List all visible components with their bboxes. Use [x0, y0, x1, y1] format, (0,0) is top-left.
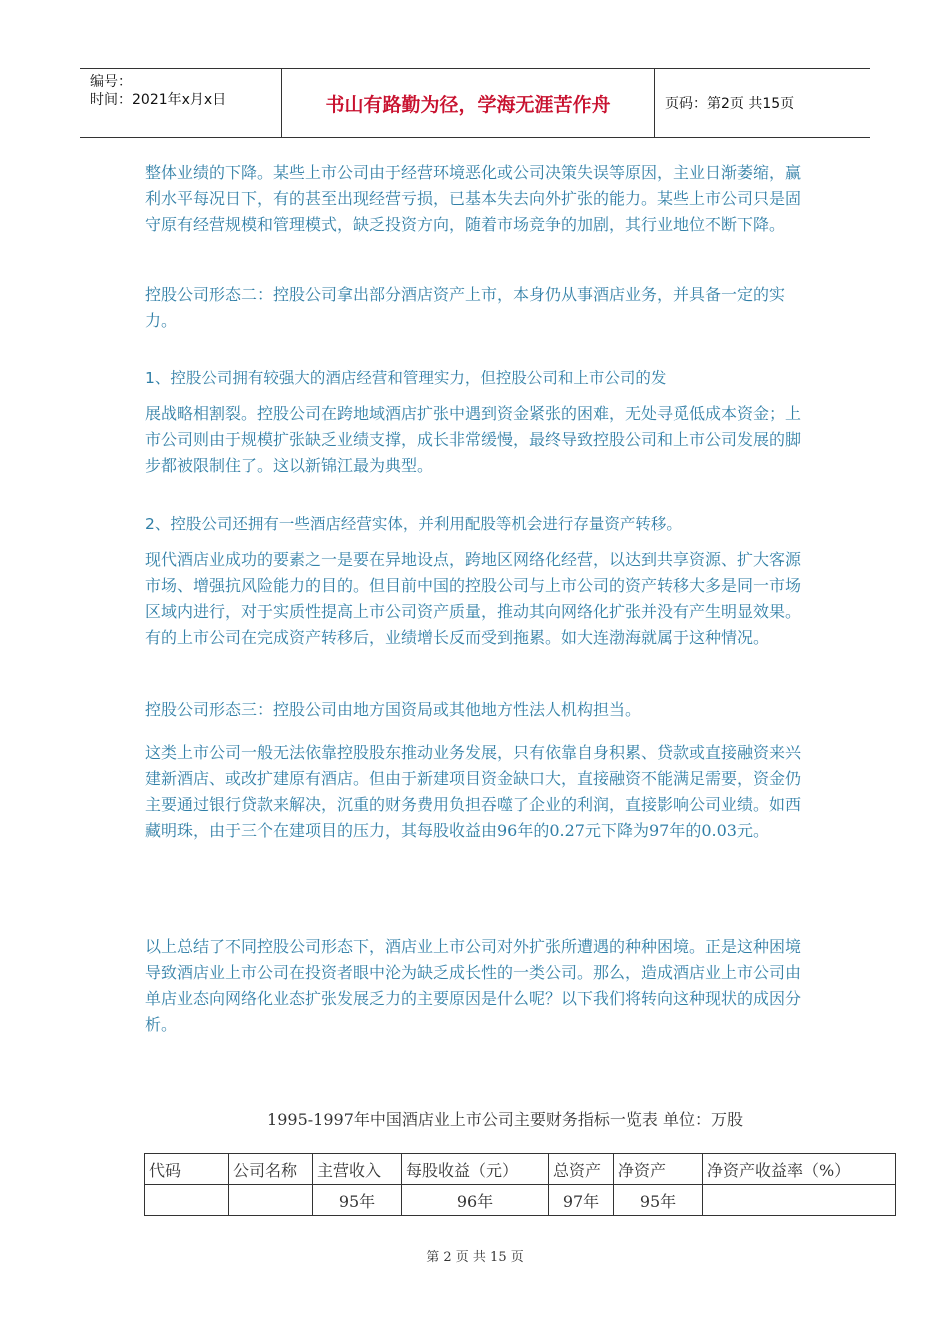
- financial-table: [144, 1153, 896, 1216]
- table-header-cell: 代码: [145, 1154, 229, 1185]
- table-subheader-row: [145, 1185, 896, 1216]
- table-cell: 95年: [313, 1185, 402, 1216]
- paragraph: 整体业绩的下降。某些上市公司由于经营环境恶化或公司决策失误等原因，主业日渐萎缩，赢利水平每况日下，有的甚至出现经营亏损，已基本失去向外扩张的能力。某些上市公司只是固守原有经营规模和管理模式，缺乏投资方向，随着市场竞争的加剧，其行业地位不断下降。: [145, 163, 802, 234]
- paragraph: 这类上市公司一般无法依靠控股股东推动业务发展，只有依靠自身积累、贷款或直接融资来兴建新酒店、或改扩建原有酒店。但由于新建项目资金缺口大，直接融资不能满足需要，资金仍主要通过银行贷款来解决，沉重的财务费用负担吞噬了企业的利润，直接影响公司业绩。如西藏明珠，由于三个在建项目的压力，其每股收益由96年的0.27元下降为97年的0.03元。: [145, 743, 802, 840]
- table-header-row: [145, 1154, 896, 1185]
- date-label: 时间：2021年x月x日: [90, 92, 227, 108]
- header-motto: 书山有路勤为径，学海无涯苦作舟: [325, 93, 611, 116]
- number-label: 编号：: [90, 74, 132, 90]
- header-meta: [90, 73, 226, 109]
- header-divider: [654, 69, 655, 137]
- table-header-cell: 总资产: [549, 1154, 614, 1185]
- table-cell: 96年: [402, 1185, 549, 1216]
- paragraph: 控股公司形态三：控股公司由地方国资局或其他地方性法人机构担当。: [145, 700, 642, 719]
- table-cell: 97年: [549, 1185, 614, 1216]
- paragraph: 以上总结了不同控股公司形态下，酒店业上市公司对外扩张所遭遇的种种困境。正是这种困境导致酒店业上市公司在投资者眼中沦为缺乏成长性的一类公司。那么，造成酒店业上市公司由单店业态向网络化业态扩张发展乏力的主要原因是什么呢？以下我们将转向这种现状的成因分析。: [145, 937, 802, 1034]
- table-header-cell: 主营收入: [313, 1154, 402, 1185]
- page-header: [80, 68, 870, 138]
- header-page-number: 页码：第2页 共15页: [665, 96, 795, 112]
- table-header-cell: 净资产收益率（%）: [703, 1154, 896, 1185]
- paragraph: 现代酒店业成功的要素之一是要在异地设点，跨地区网络化经营，以达到共享资源、扩大客源市场、增强抗风险能力的目的。但目前中国的控股公司与上市公司的资产转移大多是同一市场区域内进行，对于实质性提高上市公司资产质量，推动其向网络化扩张并没有产生明显效果。有的上市公司在完成资产转移后，业绩增长反而受到拖累。如大连渤海就属于这种情况。: [145, 550, 802, 647]
- table-header-cell: 每股收益（元）: [402, 1154, 549, 1185]
- table-caption: 1995-1997年中国酒店业上市公司主要财务指标一览表 单位：万股: [267, 1110, 743, 1129]
- page-footer: 第 2 页 共 15 页: [426, 1250, 524, 1265]
- paragraph: 展战略相割裂。控股公司在跨地域酒店扩张中遇到资金紧张的困难，无处寻觅低成本资金；上市公司则由于规模扩张缺乏业绩支撑，成长非常缓慢，最终导致控股公司和上市公司发展的脚步都被限制住了。这以新锦江最为典型。: [145, 404, 802, 475]
- table-header-cell: 公司名称: [229, 1154, 313, 1185]
- table-header-cell: 净资产: [614, 1154, 703, 1185]
- list-item: 1、控股公司拥有较强大的酒店经营和管理实力，但控股公司和上市公司的发: [145, 369, 667, 387]
- list-item: 2、控股公司还拥有一些酒店经营实体，并利用配股等机会进行存量资产转移。: [145, 515, 682, 533]
- table-cell: [229, 1185, 313, 1216]
- paragraph: 控股公司形态二：控股公司拿出部分酒店资产上市，本身仍从事酒店业务，并具备一定的实力。: [145, 285, 786, 330]
- table-cell: [703, 1185, 896, 1216]
- table-cell: [145, 1185, 229, 1216]
- table-cell: 95年: [614, 1185, 703, 1216]
